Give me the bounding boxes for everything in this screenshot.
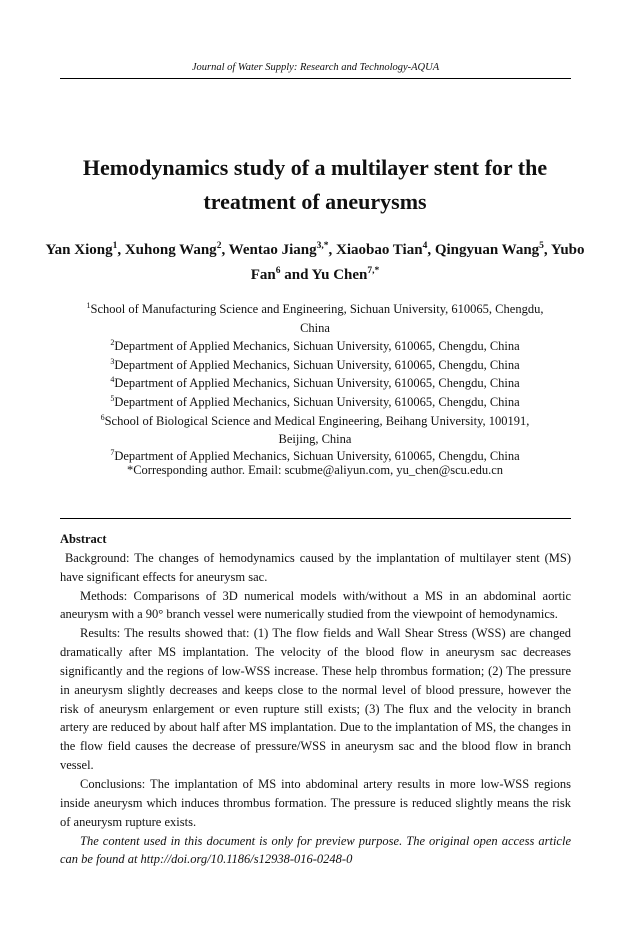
affiliation-list bbox=[48, 300, 582, 478]
abstract-background bbox=[60, 549, 571, 587]
abstract-results: Results: The results showed that: (1) The flow fields and Wall Shear Stress (WSS) are changed dramatically after MS implantation. The velocity of the blood flow in aneurysm sac decreases significantly and the regions of low-WSS increase. These help thrombus formation; (2) The pressure in aneurysm slightly decreases and keeps close to the normal level of blood pressure, however the risk of aneurysm enlargement or even rupture still exists; (3) The flux and the velocity in branch artery are reduced by about half after MS implantation. Due to the implantation of MS, the changes in the flow field causes the decrease of pressure/WSS in aneurysm sac and the blood flow in branch vessel. bbox=[60, 626, 571, 773]
abstract-heading: Abstract bbox=[60, 532, 107, 546]
affiliation-text: Department of Applied Mechanics, Sichuan University, 610065, Chengdu, China bbox=[114, 376, 520, 391]
author-name: Wentao Jiang bbox=[228, 242, 317, 258]
affiliation-text: School of Manufacturing Science and Engineering, Sichuan University, 610065, Chengdu, bbox=[90, 302, 544, 316]
author-affiliation-mark: 7,* bbox=[367, 266, 380, 276]
affiliation-item bbox=[48, 356, 582, 375]
author-name: Xuhong Wang bbox=[124, 242, 217, 258]
affiliation-text: School of Biological Science and Medical Engineering, Beihang University, 100191, bbox=[104, 413, 530, 428]
affiliation-text: Department of Applied Mechanics, Sichuan University, 610065, Chengdu, China bbox=[114, 448, 520, 463]
corresponding-author: *Corresponding author. Email: scubme@aliyun.com, yu_chen@scu.edu.cn bbox=[126, 463, 504, 478]
header-rule bbox=[60, 78, 571, 79]
affiliation-item-continued bbox=[48, 319, 582, 338]
affiliation-item bbox=[48, 412, 582, 431]
affiliation-item bbox=[48, 393, 582, 412]
paper-title bbox=[40, 151, 590, 219]
affiliation-mark: 2 bbox=[110, 338, 115, 348]
author-affiliation-mark: 5 bbox=[539, 241, 544, 251]
abstract-conclusions: Conclusions: The implantation of MS into abdominal artery results in more low-WSS regions inside aneurysm which induces thrombus formation. The pressure is reduced slightly means the risk of aneurysm rupture exists. bbox=[60, 776, 571, 829]
author-affiliation-mark: 3,* bbox=[316, 241, 329, 251]
affiliation-text: China bbox=[300, 320, 330, 335]
author-name: Yubo Fan bbox=[250, 242, 585, 283]
affiliation-mark: 3 bbox=[110, 356, 115, 366]
author-name: Yu Chen bbox=[311, 267, 368, 283]
affiliation-text: Department of Applied Mechanics, Sichuan University, 610065, Chengdu, China bbox=[114, 339, 520, 354]
abstract-section bbox=[60, 530, 571, 869]
title-line-1: Hemodynamics study of a multilayer stent for the bbox=[82, 155, 548, 180]
affiliation-item bbox=[48, 374, 582, 393]
author-affiliation-mark: 4 bbox=[422, 241, 428, 251]
affiliation-mark: 7 bbox=[110, 447, 115, 457]
affiliation-item bbox=[48, 300, 582, 319]
author-affiliation-mark: 1 bbox=[112, 241, 118, 251]
title-line-2: treatment of aneurysms bbox=[203, 189, 427, 214]
affiliation-item bbox=[48, 449, 582, 464]
journal-header: Journal of Water Supply: Research and Technology-AQUA bbox=[191, 62, 440, 73]
affiliation-text: Department of Applied Mechanics, Sichuan University, 610065, Chengdu, China bbox=[114, 394, 520, 409]
abstract-background-text: Background: The changes of hemodynamics caused by the implantation of multilayer stent (MS) have significant effects for aneurysm sac. bbox=[60, 550, 572, 584]
author-name: Qingyuan Wang bbox=[434, 242, 540, 258]
affiliation-item bbox=[48, 337, 582, 356]
author-affiliation-mark: 2 bbox=[216, 241, 222, 251]
affiliation-text: Beijing, China bbox=[278, 432, 352, 447]
affiliation-mark: 6 bbox=[100, 412, 105, 422]
affiliation-mark: 4 bbox=[110, 375, 115, 385]
affiliation-mark: 1 bbox=[86, 300, 91, 310]
affiliation-text: Department of Applied Mechanics, Sichuan University, 610065, Chengdu, China bbox=[114, 357, 520, 372]
author-affiliation-mark: 6 bbox=[275, 266, 281, 276]
author-name: Xiaobao Tian bbox=[335, 242, 423, 258]
affiliation-mark: 5 bbox=[110, 393, 115, 403]
author-list bbox=[40, 238, 590, 288]
abstract-methods: Methods: Comparisons of 3D numerical models with/without a MS in an abdominal aortic aneurysm with a 90° branch vessel were numerically studied from the viewpoint of hemodynamics. bbox=[60, 588, 571, 622]
author-name: Yan Xiong bbox=[45, 242, 113, 258]
abstract-rule bbox=[60, 518, 571, 519]
author-line-1: Yan Xiong$^1$, Xuhong Wang$^2$, Wentao Jiang$^{3,*}$, Xiaobao Tian$^4$, Qingyuan Wang$^5$, Yubo Fan$^6$ and Yu Chen$^{7,*}$ bbox=[45, 241, 585, 283]
preview-note: The content used in this document is only for preview purpose. The original open access article can be found at http://doi.org/10.1186/s12938-016-0248-0 bbox=[60, 833, 571, 867]
affiliation-item-continued bbox=[48, 430, 582, 449]
